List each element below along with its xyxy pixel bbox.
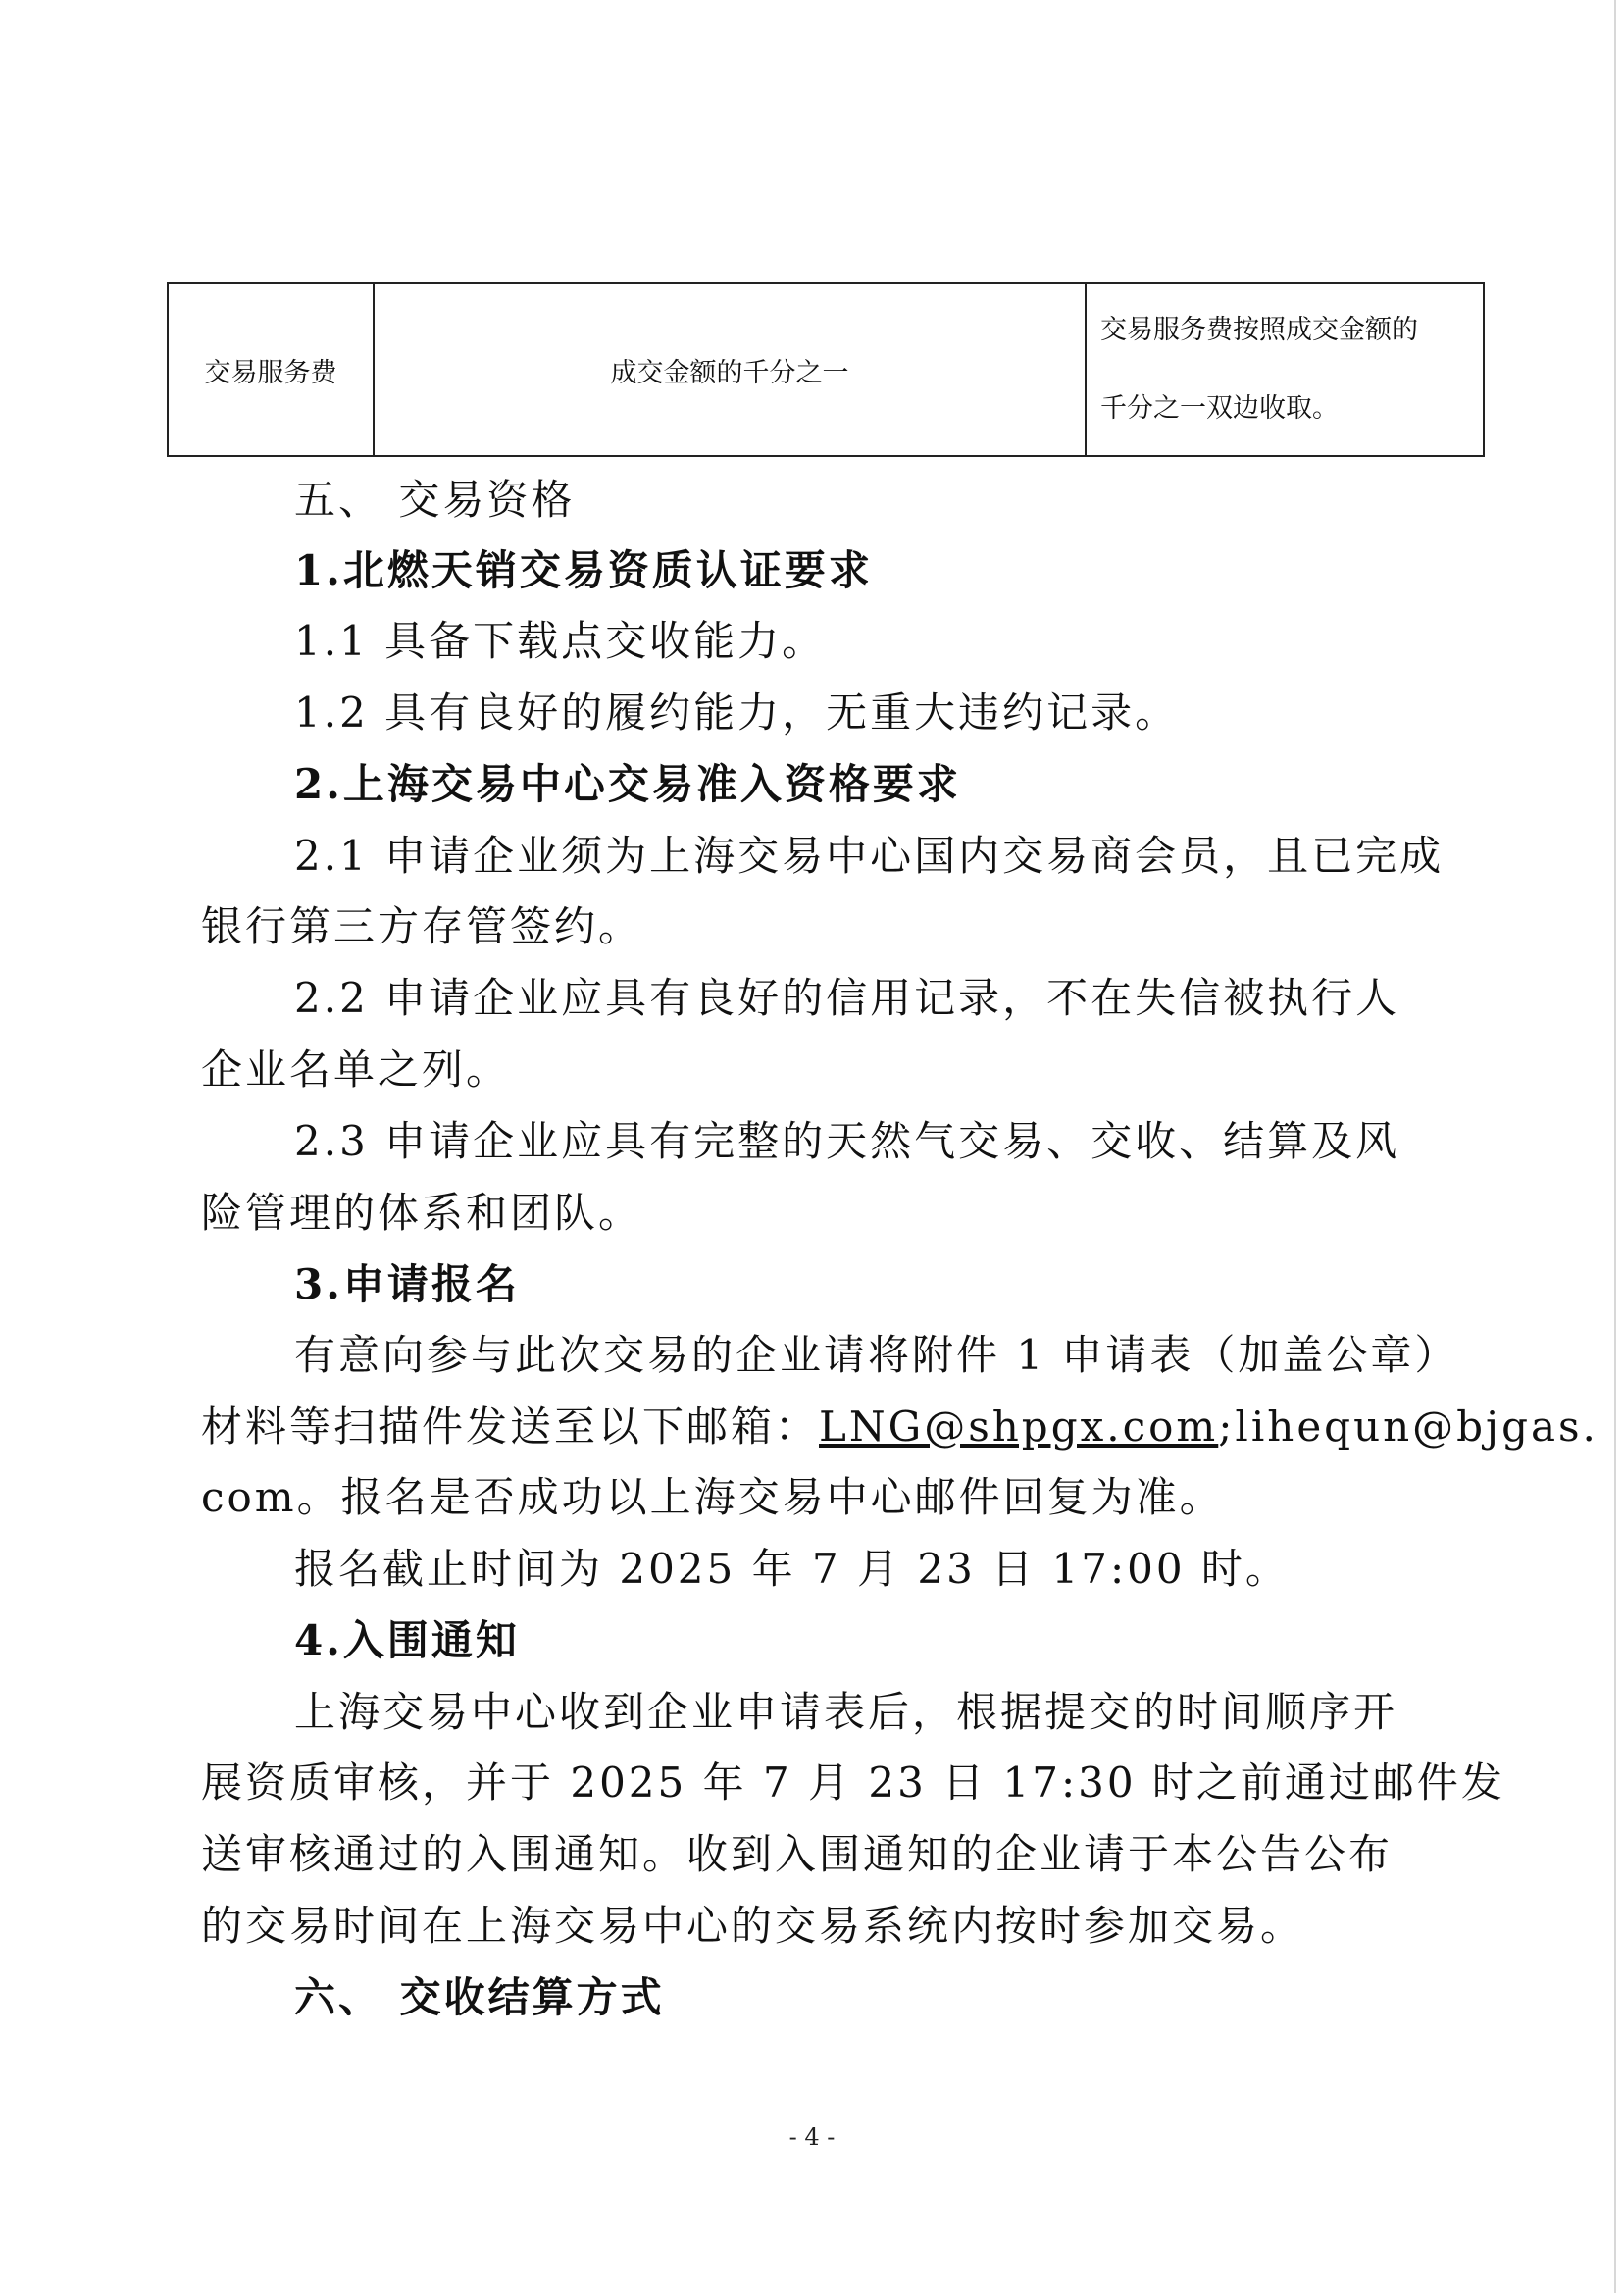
page-number: - 4 - <box>788 2123 836 2151</box>
deadline-paragraph: 报名截止时间为 2025 年 7 月 23 日 17:00 时。 <box>294 1545 1290 1593</box>
paragraph-4-line-1: 上海交易中心收到企业申请表后，根据提交的时间顺序开 <box>294 1688 1398 1736</box>
paragraph-2-1-line-1: 2.1 申请企业须为上海交易中心国内交易商会员，且已完成 <box>294 832 1445 880</box>
paragraph-4-line-3: 送审核通过的入围通知。收到入围通知的企业请于本公告公布 <box>201 1830 1394 1878</box>
subsection-2-heading: 2.上海交易中心交易准入资格要求 <box>294 760 961 808</box>
paragraph-1-1: 1.1 具备下载点交收能力。 <box>294 617 827 665</box>
fee-note-line-2: 千分之一双边收取。 <box>1100 393 1339 424</box>
fee-note-cell <box>1086 283 1484 456</box>
email-link-shpgx[interactable]: LNG@shpgx.com <box>819 1402 1219 1451</box>
fee-rate-cell: 成交金额的千分之一 <box>374 283 1086 456</box>
paragraph-3-line-3: com。报名是否成功以上海交易中心邮件回复为准。 <box>201 1473 1224 1521</box>
section-5-heading: 五、 交易资格 <box>294 476 576 524</box>
subsection-3-heading: 3.申请报名 <box>294 1260 520 1308</box>
page-edge <box>1614 0 1616 2293</box>
fee-table <box>167 282 1485 457</box>
fee-note-line-1: 交易服务费按照成交金额的 <box>1100 315 1418 345</box>
paragraph-4-line-4: 的交易时间在上海交易中心的交易系统内按时参加交易。 <box>201 1902 1305 1950</box>
table-row <box>168 283 1484 456</box>
subsection-1-heading: 1.北燃天销交易资质认证要求 <box>294 546 873 594</box>
email-intro-text: 材料等扫描件发送至以下邮箱： <box>201 1402 820 1451</box>
paragraph-2-2-line-1: 2.2 申请企业应具有良好的信用记录，不在失信被执行人 <box>294 974 1400 1022</box>
paragraph-2-3-line-1: 2.3 申请企业应具有完整的天然气交易、交收、结算及风 <box>294 1117 1400 1165</box>
paragraph-2-2-line-2: 企业名单之列。 <box>201 1045 511 1094</box>
paragraph-3-line-1: 有意向参与此次交易的企业请将附件 1 申请表（加盖公章） <box>294 1331 1459 1379</box>
fee-label-cell: 交易服务费 <box>168 283 374 456</box>
paragraph-2-3-line-2: 险管理的体系和团队。 <box>201 1189 643 1237</box>
paragraph-4-line-2: 展资质审核，并于 2025 年 7 月 23 日 17:30 时之前通过邮件发 <box>201 1758 1505 1807</box>
paragraph-1-2: 1.2 具有良好的履约能力，无重大违约记录。 <box>294 688 1180 737</box>
paragraph-2-1-line-2: 银行第三方存管签约。 <box>201 902 643 950</box>
section-6-heading: 六、 交收结算方式 <box>294 1973 665 2021</box>
email-text-bjgas: ;lihequn@bjgas. <box>1218 1402 1599 1451</box>
paragraph-3-line-2 <box>201 1398 1599 1456</box>
subsection-4-heading: 4.入围通知 <box>294 1616 520 1664</box>
